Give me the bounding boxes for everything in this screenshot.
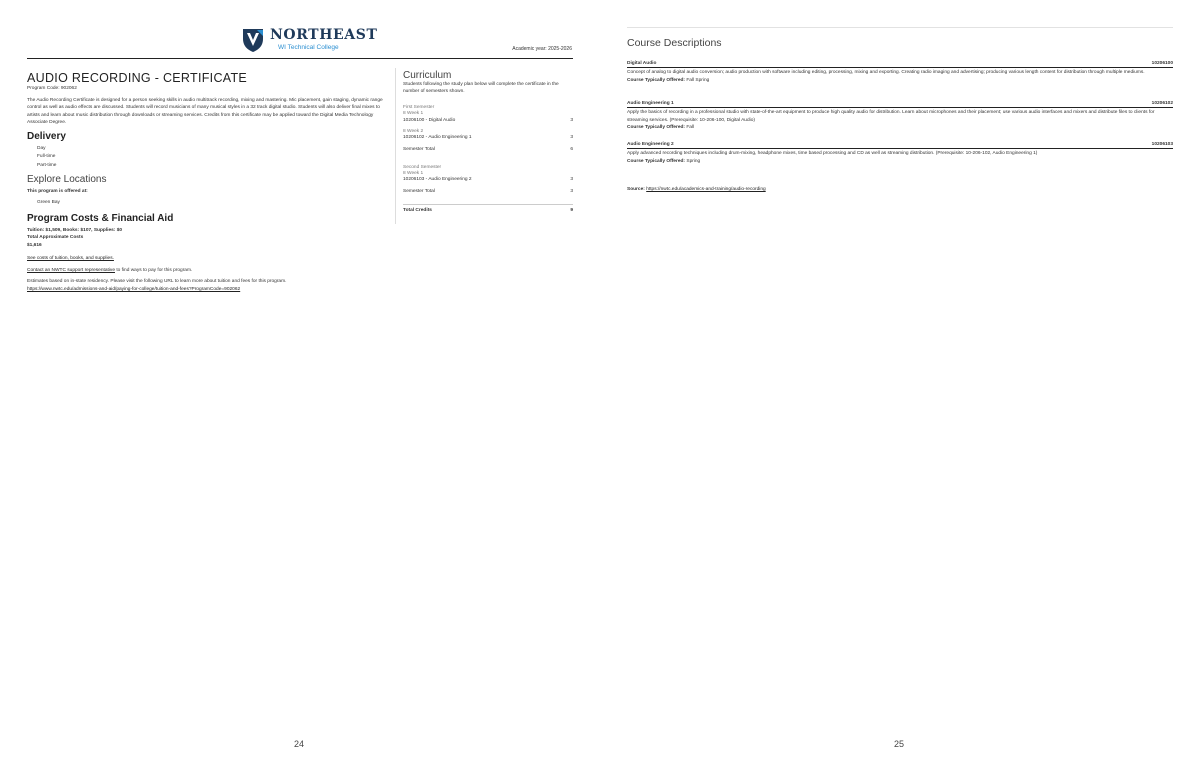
course-credits: 3 (570, 118, 573, 124)
delivery-heading: Delivery (27, 131, 66, 143)
course-code: 10206103 (1151, 142, 1173, 147)
estimate-note: Estimates based on in-state residency. Please visit the following URL to learn more about tuition and fees for this program. (27, 279, 287, 285)
delivery-item: Part-time (37, 162, 57, 168)
semester-total-row (403, 147, 573, 152)
curriculum-course-row (403, 177, 573, 182)
curriculum-course-row (403, 135, 573, 140)
header-divider (27, 58, 573, 59)
term-label: 8 Week 1 (403, 111, 424, 117)
contact-representative-link[interactable]: Contact an NWTC support representative (27, 267, 115, 273)
program-description: The Audio Recording Certificate is designed for a person seeking skills in audio multitrack recording, mixing and mastering. Mic placement, gain staging, dynamic range control as well as audio effects are discussed. Students will record musicians of many musical styles in a 32 track digital studio. Students will also deliver final mixes to artists and learn about music distribution through downloads or streaming services. Credits from this certificate may be applied toward the Digital Media Technology Associate Degree. (27, 98, 383, 125)
source-url-link[interactable]: https://nwtc.edu/academics-and-training/audio-recording (646, 187, 766, 192)
course-credits: 3 (570, 177, 573, 183)
course-name: 10206103 - Audio Engineering 2 (403, 177, 472, 183)
delivery-item: Full-time (37, 154, 56, 160)
offered-label: Course Typically Offered: (627, 77, 686, 83)
offered-value: Spring (685, 158, 701, 164)
course-title: Audio Engineering 2 (627, 142, 674, 147)
course-header (627, 61, 1173, 68)
total-credits-label: Total Credits (403, 208, 432, 214)
logo-subtitle: WI Technical College (278, 44, 339, 51)
page-title: AUDIO RECORDING - CERTIFICATE (27, 71, 248, 85)
term-label: 8 Week 1 (403, 171, 424, 177)
course-description-item (627, 101, 1173, 132)
semester-total-value: 6 (570, 147, 573, 153)
course-title: Digital Audio (627, 61, 657, 66)
offered-label: Course Typically Offered: (627, 125, 686, 130)
total-credits-value: 9 (570, 208, 573, 214)
page-number: 25 (894, 739, 905, 749)
program-code: Program Code: 902062 (27, 86, 77, 91)
tuition-url-link[interactable]: https://www.nwtc.edu/admissions-and-aid/paying-for-college/tuition-and-fees?ProgramCode=902062 (27, 286, 241, 292)
delivery-item: Day (37, 146, 46, 152)
curriculum-heading: Curriculum (403, 70, 452, 81)
semester-label: First Semester (403, 105, 435, 111)
semester-total-value: 3 (570, 189, 573, 195)
course-offered (627, 158, 1173, 166)
course-name: 10206102 - Audio Engineering 1 (403, 135, 472, 141)
course-name: 10206100 - Digital Audio (403, 118, 456, 124)
course-code: 10206100 (1151, 61, 1173, 66)
total-credits-row (403, 204, 573, 213)
course-offered (627, 77, 1173, 85)
delivery-list (37, 145, 385, 170)
logo-name: NORTHEAST (270, 27, 378, 43)
top-divider (627, 27, 1173, 28)
course-offered (627, 124, 1173, 132)
course-description-item (627, 142, 1173, 165)
course-credits: 3 (570, 135, 573, 141)
academic-year: Academic year: 2025-2026 (512, 46, 572, 52)
total-cost-label: Total Approximate Costs (27, 235, 84, 241)
semester-label: Second Semester (403, 165, 442, 171)
offered-value: Fall (685, 125, 695, 130)
costs-block (27, 227, 385, 250)
contact-line (27, 267, 385, 275)
source-line (627, 187, 766, 192)
course-description: Concept of analog to digital audio conversion; audio production with software including editing, processing, mixing and exporting. Creating radio imaging and advertising; producing various length content for distribution through multiple mediums. (627, 70, 1145, 75)
course-code: 10206102 (1151, 101, 1173, 106)
term-label: 8 Week 2 (403, 129, 424, 135)
source-label: Source: (627, 187, 645, 192)
college-logo (242, 27, 378, 53)
page-number: 24 (294, 739, 305, 749)
course-description-item (627, 61, 1173, 84)
curriculum-course-row (403, 118, 573, 123)
program-details (27, 71, 385, 293)
course-title: Audio Engineering 1 (627, 101, 674, 106)
see-costs-link[interactable]: See costs of tuition, books, and supplies. (27, 256, 114, 262)
course-descriptions-heading: Course Descriptions (627, 37, 722, 49)
course-description: Apply advanced recording techniques including drum-mixing, headphone mixes, time based processing and CD as well as streaming distribution. (Prerequisite: 10-206-102, Audio Engineering 1) (627, 151, 1038, 156)
total-cost-value: $1,616 (27, 242, 42, 248)
contact-suffix: to find ways to pay for this program. (114, 267, 193, 273)
location-item: Green Bay (37, 199, 60, 205)
course-description: Apply the basics of recording in a professional studio with state-of-the-art equipment to produce high quality audio for distribution. Learn about microphones and their placement; use various audio interfaces and mixers and distribute files to clients for streaming services. (Prerequisite: 10-206-100, Digital Audio) (627, 110, 1155, 123)
semester-total-label: Semester Total (403, 147, 435, 153)
curriculum-intro: Students following the study plan below will complete the certificate in the number of semesters shown. (403, 82, 559, 94)
column-divider (395, 68, 396, 224)
semester-total-label: Semester Total (403, 189, 435, 195)
course-header (627, 101, 1173, 108)
shield-logo-icon (242, 27, 264, 53)
course-header (627, 142, 1173, 149)
costs-heading: Program Costs & Financial Aid (27, 212, 174, 224)
locations-heading: Explore Locations (27, 173, 107, 185)
curriculum-panel (403, 70, 573, 213)
cost-breakdown: Tuition: $1,509, Books: $107, Supplies: $0 (27, 227, 123, 233)
offered-at-label: This program is offered at: (27, 188, 88, 194)
semester-total-row (403, 189, 573, 194)
offered-label: Course Typically Offered: (627, 158, 686, 164)
offered-value: Fall Spring (685, 77, 710, 83)
